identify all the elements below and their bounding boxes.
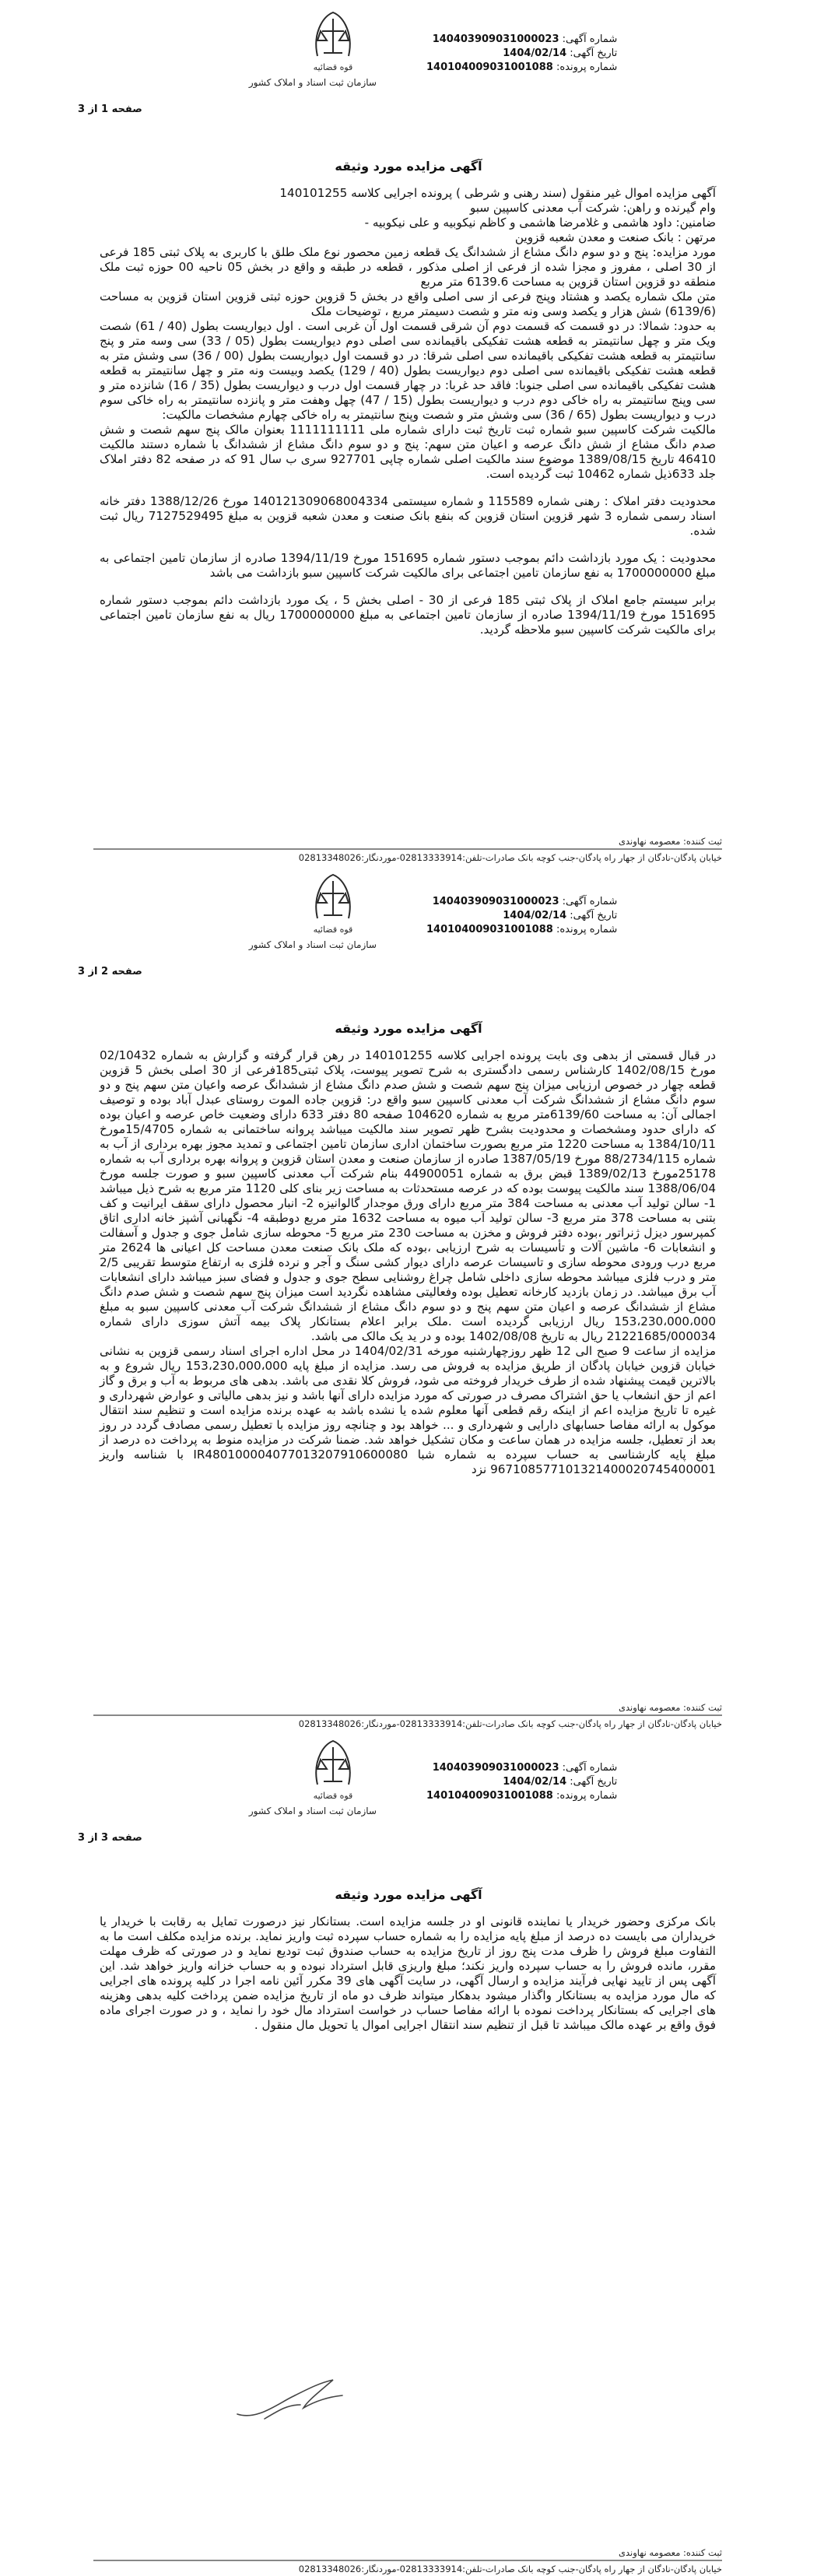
- registrar-line: ثبت کننده: معصومه نهاوندی: [618, 836, 722, 847]
- paragraph: بانک مرکزی وحضور خریدار یا نماینده قانونی او در جلسه مزایده است. بستانکار نیز درصورت تمایل به رقابت با خریدار یا خریداران می بایست ده درصد از مبلغ پایه مزایده را به شماره حساب سپرده ثبت واریز نماید. برنده مزایده مکلف است ما به التفاوت مبلغ فروش را ظرف مدت پنج روز از تاریخ مزایده به حساب صندوق ثبت تودیع نماید و در صورتی که ظرف مهلت مقرر، مانده فروش را به حساب سپرده واریز نکند؛ مبلغ واریزی قابل استرداد نبوده و به حساب خزانه واریز خواهد شد. این آگهی پس از تایید نهایی فرآیند مزایده و ارسال آگهی، در سایت آگهی های 39 مکرر آئین نامه اجرا در کلیه پرونده های اجرایی که مال مورد مزایده به بستانکار واگذار میشود بدهکار میتواند ظرف دو ماه از تاریخ مزایده ضمن پرداخت کلیه بدهی وهزینه های اجرایی که بستانکار پرداخت نموده با ارائه مفاصا حساب در خواست استرداد مال خود را نماید ، و در صورت اجرای ماده فوق واقع بر عهده مالک میباشد تا قبل از تنظیم سند انتقال اجرایی اموال یا تحویل مال منقول .: [100, 1914, 716, 2032]
- notice-title: آگهی مزایده مورد وثیقه: [335, 1887, 482, 1902]
- signature-icon: [233, 2374, 350, 2428]
- page-footer: [93, 1701, 722, 1731]
- paragraph: در قبال قسمتی از بدهی وی بابت پرونده اجرایی کلاسه 140101255 در رهن قرار گرفته و گزارش به شماره 02/10432 مورخ 1402/08/15 کارشناس رسمی دادگستری به شرح تصویر پیوست، پلاک ثبتی185فرعی از 30 اصلی بخش 5 قزوین قطعه چهار در خصوص ارزیابی میزان پنج سهم شصت و شش صدم دانگ مشاع از ششدانگ عرصه واعیان متن سهم پنج و دو سوم دانگ مشاع از ششدانگ شرکت آب معدنی کاسپین سبو واقع در: قزوین جاده الموت روستای عبدل آباد بوده و توصیف اجمالی آن: به مساحت 6139/60متر مربع به شماره 104620 صفحه 80 دفتر 633 دارای وضعیت خاص عرصه و اعیان بوده که دارای حدود ومشخصات و محدودیت بشرح ظهر تصویر سند مالکیت میباشد پروانه ساختمانی به شماره 15/4705مورخ 1384/10/11 به مساحت 1220 متر مربع بصورت ساختمان اداری سازمان تامین اجتماعی و تمدید مجوز بهره برداری از آب به شماره 88/2734/115 مورخ 1387/05/19 صادره از سازمان صنعت و معدن استان قزوین و پروانه بهره برداری آب به شماره 25178مورخ 1389/02/13 قبض برق به شماره 44900051 بنام شرکت آب معدنی کاسپین سبو و صورت جلسه مورخ 1388/06/04 سند مالکیت پیوست بوده که در عرصه مستحدثات به مساحت زیر بنای کلی 1120 متر مربع به شرح ذیل میباشد 1- سالن تولید آب معدنی به مساحت 384 متر مربع دارای ورق موجدار گالوانیزه 2- انبار محصول دارای سقف ایرانیت و کف بتنی به مساحت 378 متر مربع 3- سالن تولید آب میوه به مساحت 1632 متر مربع دوطبقه 4- نگهبانی آشپز خانه اداری اتاق کمپرسور دیزل ژنراتور ،بوده دفتر فروش و مخزن به مساحت 230 متر مربع 5- محوطه سازی شامل جوی و جدول و آسفالت و انشعابات 6- ماشین آلات و تأسیسات به شرح ارزیابی ،بوده که ملک بانک صنعت معدن مساحت کل اعیانی ها 2624 متر مربع درب ورودی محوطه سازی و تاسیسات عرصه دارای دیوار کشی سنگ و آجر و نرده فلزی به ارتفاع متوسط تقریبی 2/5 متر و درب فلزی میباشد محوطه سازی داخلی شامل چراغ روشنایی سطح جوی و جدول و فضای سبز میباشد دارای انشعابات آب برق میباشد. در زمان بازدید کارخانه تعطیل بوده وفعالیتی مشاهده نگردید است میزان پنج سهم شصت و شش صدم دانگ مشاع از ششدانگ عرصه و اعیان متن سهم پنج و دو سوم دانگ مشاع از ششدانگ شرکت آب معدنی کاسپین سبو به مبلغ 153،230،000،000 ریال ارزیابی گردیده است .ملک برابر اعلام بستانکار پلاک بیمه آتش سوزی دارای شماره 21221685/000034 ریال به تاریخ 1402/08/08 بوده و در ید یک مالک می باشد.: [100, 1048, 717, 1343]
- ad-date-label: تاریخ آگهی:: [570, 1776, 618, 1788]
- page-2: [0, 862, 817, 1490]
- scales-emblem-icon: [310, 8, 356, 75]
- ad-meta: [426, 33, 617, 75]
- ad-meta: [426, 895, 617, 937]
- office-address: خیابان پادگان-نادگان از جهار راه پادگان-جنب کوچه بانک صادرات-تلفن:02813333914-موردنگار:02813348026: [298, 1718, 722, 1729]
- notice-body: [100, 186, 716, 637]
- judiciary-emblem: [248, 870, 377, 951]
- footer-divider: [93, 1714, 722, 1716]
- paragraph: محدودیت : یک مورد بازداشت دائم بموجب دستور شماره 151695 مورخ 1394/11/19 صادره از سازمان تامین اجتماعی به مبلغ 1700000000 به نفع سازمان تامین اجتماعی برای مالکیت شرکت کاسپین سبو بازداشت می باشد: [100, 551, 716, 580]
- footer-divider: [93, 848, 722, 850]
- paragraph: آگهی مزایده اموال غیر منقول (سند رهنی و شرطی ) پرونده اجرایی کلاسه 140101255: [279, 186, 716, 200]
- office-address: خیابان پادگان-نادگان از جهار راه پادگان-جنب کوچه بانک صادرات-تلفن:02813333914-موردنگار:02813348026: [298, 852, 722, 863]
- ad-date: 1404/02/14: [503, 1776, 567, 1788]
- page-number: صفحه 1 از 3: [78, 104, 142, 115]
- registrar-line: ثبت کننده: معصومه نهاوندی: [618, 2547, 722, 2558]
- ad-number-label: شماره آگهی:: [562, 1762, 618, 1774]
- file-number: 140104009031001088: [426, 1790, 553, 1802]
- file-number-label: شماره پرونده:: [556, 1790, 618, 1802]
- ad-number: 140403909031000023: [432, 33, 559, 45]
- paragraph: به حدود: شمالا: در دو قسمت که قسمت دوم آن شرقی قسمت اول آن غربی است . اول دیواریست بطول (40 / 61) شصت ویک متر و چهل سانتیمتر به قطعه هشت تفکیکی باقیمانده سی اصلی دوم دیواریست بطول (05 / 33) سی وسه متر و پنج سانتیمتر به قطعه هشت تفکیکی باقیمانده سی اصلی شرقا: در دو قسمت اول دیواریست بطول (00 / 36) سی وشش متر به قطعه هشت تفکیکی باقیمانده سی اصلی دوم دیواریست بطول (40 / 129) یکصد وبیست ونه متر و چهل سانتیمتر به قطعه هشت تفکیکی باقیمانده سی اصلی جنوبا: فاقد حد غربا: در چهار قسمت اول درب و دیواریست بطول (35 / 16) شانزده متر و سی وپنج سانتیمتر به راه خاکی دوم درب و دیواریست بطول (15 / 47) چهل وهفت متر و پانزده سانتیمتر به راه خاکی سوم درب و دیواریست بطول (65 / 36) سی وشش متر و شصت وپنج سانتیمتر به راه خاکی چهارم مشخصات مالکیت:: [100, 319, 717, 422]
- scales-emblem-icon: [310, 1736, 356, 1803]
- paragraph: محدودیت دفتر املاک : رهنی شماره 115589 و شماره سیستمی 140121309068004334 مورخ 1388/12/26 دفتر خانه اسناد رسمی شماره 3 شهر قزوین استان قزوین که بنفع بانک صنعت و معدن شعبه قزوین به مبلغ 7127529495 ریال ثبت شده.: [100, 494, 717, 538]
- file-number: 140104009031001088: [426, 924, 553, 935]
- svg-text:قوه قضائیه: قوه قضائیه: [313, 1791, 353, 1801]
- ad-number-label: شماره آگهی:: [562, 896, 618, 907]
- notice-title: آگهی مزایده مورد وثیقه: [335, 1021, 482, 1036]
- ad-number: 140403909031000023: [432, 896, 559, 907]
- page-number: صفحه 2 از 3: [78, 966, 142, 977]
- paragraph: مزایده از ساعت 9 صبح الی 12 ظهر روزچهارشنبه مورخه 1404/02/31 در محل اداره اجرای اسناد رسمی قزوین به نشانی خیابان قزوین خیابان پادگان از طریق مزایده به فروش می رسد. مزایده از مبلغ پایه 153،230،000،000 ریال شروع و به بالاترین قیمت پیشنهاد شده از طرف خریدار فروخته می شود، فروش کلا نقدی می باشد. بدهی های مربوط به آب و برق و گاز اعم از حق انشعاب یا حق اشتراک مصرف در صورتی که مورد مزایده دارای آنها باشد و نیز بدهی مالیاتی و عوارض شهرداری و غیره تا تاریخ مزایده اعم از اینکه رقم قطعی آنها معلوم شده یا نشده باشد به عهده برنده مزایده است و تنظیم سند انتقال موکول به ارائه مفاصا حسابهای دارایی و شهرداری و ... خواهد بود و چنانچه روز مزایده با تعطیل رسمی مصادف گردد در روز بعد از تعطیل، جلسه مزایده در همان ساعت و مکان تشکیل خواهد شد. ضمنا شرکت در مزایده منوط به پرداخت ده درصد از مبلغ پایه کارشناسی به حساب سپرده به شماره شبا IR480100004077013207910600080 با شناسه واریز 967108577101321400020745400001 نزد: [100, 1344, 717, 1476]
- emblem-caption: سازمان ثبت اسناد و املاک کشور: [248, 1806, 377, 1816]
- file-number-label: شماره پرونده:: [556, 61, 618, 73]
- ad-date-label: تاریخ آگهی:: [570, 47, 618, 59]
- page-footer: [93, 835, 722, 865]
- emblem-caption: سازمان ثبت اسناد و املاک کشور: [248, 77, 377, 88]
- ad-meta: [426, 1761, 617, 1803]
- paragraph: برابر سیستم جامع املاک از پلاک ثبتی 185 فرعی از 30 - اصلی بخش 5 ، یک مورد بازداشت دائم بموجب دستور شماره 151695 مورخ 1394/11/19 صادره از سازمان تامین اجتماعی به مبلغ 1700000000 ریال به نفع سازمان تامین اجتماعی برای مالکیت شرکت کاسپین سبو ملاحظه گردید.: [100, 593, 716, 637]
- file-number-label: شماره پرونده:: [556, 924, 618, 935]
- svg-text:قوه قضائیه: قوه قضائیه: [313, 62, 353, 72]
- paragraph: متن ملک شماره یکصد و هشتاد وپنج فرعی از سی اصلی واقع در بخش 5 قزوین حوزه ثبتی قزوین استان قزوین به مساحت (6139/6) شش هزار و یکصد وسی ونه متر و شصت دسیمتر مربع ، توضیحات ملک: [100, 290, 717, 318]
- footer-divider: [93, 2560, 722, 2561]
- file-number: 140104009031001088: [426, 61, 553, 73]
- page-header: [0, 862, 817, 1002]
- notice-title: آگهی مزایده مورد وثیقه: [335, 159, 482, 174]
- registrar-line: ثبت کننده: معصومه نهاوندی: [618, 1702, 722, 1713]
- paragraph: وام گیرنده و راهن: شرکت آب معدنی کاسپین سبو: [469, 201, 716, 215]
- ad-date-label: تاریخ آگهی:: [570, 910, 618, 921]
- scales-emblem-icon: [310, 870, 356, 937]
- ad-number: 140403909031000023: [432, 1762, 559, 1774]
- paragraph: مورد مزایده: پنج و دو سوم دانگ مشاع از ششدانگ یک قطعه زمین محصور نوع ملک طلق با کاربری به پلاک ثبتی 185 فرعی از 30 اصلی ، مفروز و مجزا شده از فرعی از اصلی مذکور ، قطعه در طبقه و واقع در بخش 05 ناحیه 00 حوزه ثبت ملک منطقه دو قزوین استان قزوین به مساحت 6139.6 متر مربع: [100, 245, 717, 289]
- page-number: صفحه 3 از 3: [78, 1832, 142, 1844]
- ad-date: 1404/02/14: [503, 910, 567, 921]
- page-1: [0, 0, 817, 650]
- emblem-caption: سازمان ثبت اسناد و املاک کشور: [248, 939, 377, 950]
- page-3: [0, 1728, 817, 2045]
- paragraph: مالکیت شرکت کاسپین سبو شماره ثبت تاریخ ثبت دارای شماره ملی 1111111111 بعنوان مالک پنج سهم شصت و شش صدم دانگ مشاع از شش دانگ عرصه و اعیان متن سهم: پنج و دو سوم دانگ مشاع از ششدانگ با شماره دستند مالکیت 46410 تاریخ 1389/08/15 موضوع سند مالکیت اصلی شماره چاپی 927701 سری ب سال 91 که در صفحه 82 دفتر املاک جلد 633ذیل شماره 10462 ثبت گردیده است.: [100, 423, 717, 481]
- paragraph: مرتهن : بانک صنعت و معدن شعبه قزوین: [514, 230, 716, 244]
- judiciary-emblem: [248, 8, 377, 89]
- page-footer: [93, 2546, 722, 2576]
- notice-body: [100, 1914, 716, 2033]
- office-address: خیابان پادگان-نادگان از جهار راه پادگان-جنب کوچه بانک صادرات-تلفن:02813333914-موردنگار:02813348026: [298, 2564, 722, 2574]
- notice-body: [100, 1048, 716, 1477]
- ad-number-label: شماره آگهی:: [562, 33, 618, 45]
- page-header: [0, 0, 817, 140]
- ad-date: 1404/02/14: [503, 47, 567, 59]
- svg-text:قوه قضائیه: قوه قضائیه: [313, 925, 353, 935]
- judiciary-emblem: [248, 1736, 377, 1817]
- paragraph: ضامنین: داود هاشمی و غلامرضا هاشمی و کاظم نیکوبیه و علی نیکوبیه -: [364, 216, 716, 230]
- page-header: [0, 1728, 817, 1869]
